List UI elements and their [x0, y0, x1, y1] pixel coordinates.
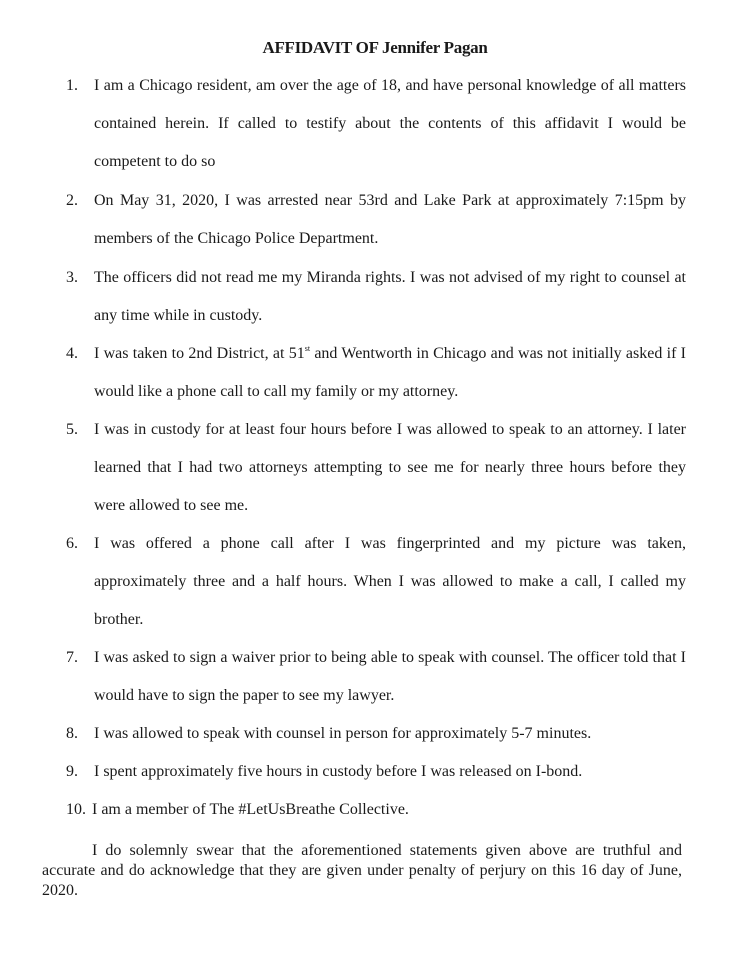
item-text — [66, 335, 686, 411]
item-text: I am a Chicago resident, am over the age of 18, and have personal knowledge of all matters contained herein. If called to testify about the contents of this affidavit I would be competent to do so — [94, 77, 686, 170]
list-item-2 — [66, 182, 686, 258]
item-number: 7. — [66, 649, 78, 666]
closing-statement — [42, 841, 682, 901]
list-item-9 — [66, 753, 686, 791]
item-text: I spent approximately five hours in custody before I was released on I-bond. — [94, 763, 583, 780]
list-item-3 — [66, 259, 686, 335]
item-number: 9. — [66, 763, 78, 780]
item-text: I was asked to sign a waiver prior to being able to speak with counsel. The officer told that I would have to sign the paper to see my lawyer. — [94, 649, 686, 704]
document-title: AFFIDAVIT OF Jennifer Pagan — [262, 38, 488, 57]
list-item-6 — [66, 525, 686, 639]
item-text-before: I was taken to 2nd District, at 51 — [94, 345, 305, 362]
item-text-after: and Wentworth in Chicago and was not initially asked if I would like a phone call to call my family or my attorney. — [94, 345, 687, 400]
item-number: 6. — [66, 535, 78, 552]
item-number: 1. — [66, 77, 78, 94]
list-item-4 — [66, 335, 686, 411]
item-number: 8. — [66, 725, 78, 742]
list-item-7 — [66, 639, 686, 715]
list-item-8 — [66, 715, 686, 753]
item-text: The officers did not read me my Miranda rights. I was not advised of my right to counsel at any time while in custody. — [94, 269, 686, 324]
item-text: I was offered a phone call after I was fingerprinted and my picture was taken, approximately three and a half hours. When I was allowed to make a call, I called my brother. — [94, 535, 686, 628]
ordinal-suffix: st — [304, 344, 311, 353]
item-number: 4. — [66, 345, 78, 362]
item-text: I am a member of The #LetUsBreathe Collective. — [92, 801, 409, 818]
item-number: 2. — [66, 192, 78, 209]
list-item-5 — [66, 411, 686, 525]
closing-text: I do solemnly swear that the aforementioned statements given above are truthful and accurate and do acknowledge that they are given under penalty of perjury on this 16 day of June, 2020. — [42, 842, 682, 899]
item-number: 5. — [66, 421, 78, 438]
item-number: 10. — [66, 801, 86, 818]
item-text: I was allowed to speak with counsel in person for approximately 5-7 minutes. — [94, 725, 592, 742]
item-text: On May 31, 2020, I was arrested near 53rd and Lake Park at approximately 7:15pm by members of the Chicago Police Department. — [94, 192, 686, 247]
item-text: I was in custody for at least four hours before I was allowed to speak to an attorney. I later learned that I had two attorneys attempting to see me for nearly three hours before they were allowed to see me. — [94, 421, 686, 514]
item-number: 3. — [66, 269, 78, 286]
list-item-1 — [66, 67, 686, 181]
list-item-10 — [66, 791, 686, 829]
